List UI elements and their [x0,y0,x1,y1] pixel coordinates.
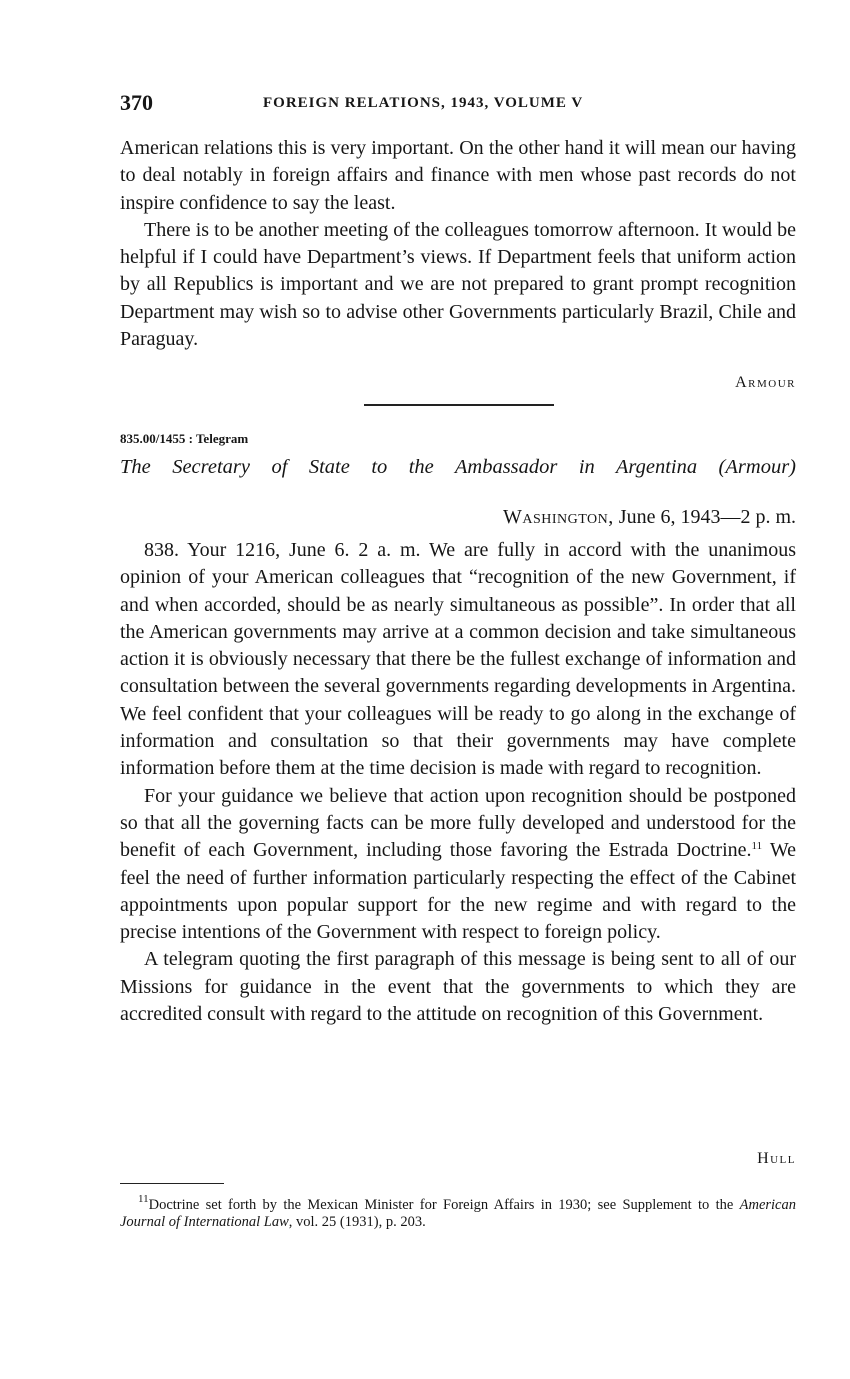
page-header [120,90,796,116]
dateline [503,506,796,529]
running-head: FOREIGN RELATIONS, 1943, VOLUME V [263,95,584,111]
dateline-date: June 6, 1943—2 p. m. [613,506,796,528]
paragraph-text: We feel the need of further information particularly respecting the effect of the Cabinet appointments upon popular support for the new regime and with regard to the precise intentions of the Government with respect to foreign policy. [120,839,796,944]
paragraph [120,783,796,947]
journal-title: American Journal of International Law [120,1197,796,1230]
paragraph: 838. Your 1216, June 6. 2 a. m. We are fully in accord with the unanimous opinion of your American colleagues that “recognition of the new Government, if and when accorded, should be as nearly simultaneous as possible”. In order that all the American governments may arrive at a common decision and take simultaneous action it is obviously necessary that there be the fullest exchange of information and consultation between the several governments regarding developments in Argentina. We feel confident that your colleagues will be ready to go along in the exchange of information and consultation so that their governments may have complete information before them at the time decision is made with regard to recognition. [120,539,796,780]
footnote-text: Doctrine set forth by the Mexican Minister for Foreign Affairs in 1930; see Supplement to the [148,1197,740,1213]
paragraph: American relations this is very important. On the other hand it will mean our having to deal notably in foreign affairs and finance with men whose past records do not inspire confidence to say the least. [120,137,796,214]
page-number: 370 [120,90,153,115]
dateline-place: Washington, [502,506,614,528]
file-reference: 835.00/1455 : Telegram [120,431,249,446]
footnote-text: , vol. 25 (1931), p. 203. [288,1214,426,1230]
telegram-body [120,537,796,1028]
footnote-marker: 11 [138,1193,149,1205]
paragraph-text: For your guidance we believe that action upon recognition should be postponed so that all the governing facts can be more fully developed and understood for the benefit of each Government, including those favoring the Estrada Doctrine. [120,784,796,862]
section-divider [364,404,554,406]
footnote [120,1193,796,1231]
document-heading: The Secretary of State to the Ambassador in Argentina (Armour) [120,456,796,478]
footnote-rule [120,1183,224,1184]
continued-telegram-text [120,135,796,353]
paragraph: There is to be another meeting of the colleagues tomorrow afternoon. It would be helpful if I could have Department’s views. If Department feels that uniform action by all Republics is important and we are not prepared to grant prompt recognition Department may wish so to advise other Governments particularly Brazil, Chile and Paraguay. [120,218,796,351]
paragraph: A telegram quoting the first paragraph of this message is being sent to all of our Missions for guidance in the event that the governments to which they are accredited consult with regard to the attitude on recognition of this Government. [120,948,796,1026]
signature-armour: Armour [735,374,796,391]
footnote-reference: 11 [751,840,763,853]
signature-hull: Hull [757,1150,796,1167]
